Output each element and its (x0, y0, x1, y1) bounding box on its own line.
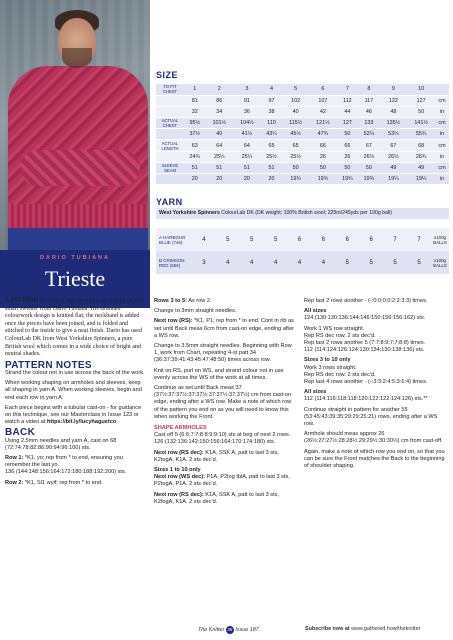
yarn-row (156, 251, 449, 274)
size-row-label: ACTUAL LENGTH (156, 140, 184, 151)
size-cell: 36 (233, 106, 261, 117)
size-cell: 26½ (380, 151, 408, 162)
yarn-cell: 5 (264, 228, 288, 251)
size-cell: 25½ (282, 151, 309, 162)
yarn-cell: 5 (359, 251, 383, 274)
size-row (156, 118, 449, 129)
size-row (156, 84, 449, 95)
yarn-cell: 5 (335, 251, 359, 274)
magazine-footer: The Knitter 38 Issue 187 (198, 627, 259, 633)
size-cell: 25¼ (205, 151, 233, 162)
size-cell: 63 (184, 140, 205, 151)
yarn-cell: 4 (311, 251, 335, 274)
size-cell: 48 (380, 106, 408, 117)
size-cell: 26¾ (407, 151, 435, 162)
size-row-label: TO FIT CHEST (156, 84, 184, 95)
yarn-cell: 4 (288, 251, 312, 274)
yarn-cell: 7 (383, 228, 407, 251)
size-cell: 50 (358, 162, 379, 173)
size-cell: 2 (205, 84, 233, 95)
size-cell: 65 (261, 140, 282, 151)
size-unit: cm (435, 140, 449, 151)
instruction-paragraph: Row 2: *K1, Sl1 wyif; rep from * to end. (5, 479, 103, 486)
yarn-cell: 4 (264, 251, 288, 274)
size-cell: 66 (337, 140, 358, 151)
size-row (156, 95, 449, 106)
size-cell: 117 (358, 95, 379, 106)
column-2 (154, 298, 296, 509)
size-cell: 46 (358, 106, 379, 117)
size-row (156, 106, 449, 117)
size-cell: 50 (337, 162, 358, 173)
yarn-row (156, 228, 449, 251)
note-paragraph: When working shaping on armholes and sleeves, keep all shaping in yarn A. When working sleeves, begin and end each row in yarn A. (5, 380, 142, 401)
yarn-cell: 6 (335, 228, 359, 251)
size-unit: cm (435, 95, 449, 106)
size-cell: 51 (184, 162, 205, 173)
note-paragraph: Strand the colour not in use across the back of the work. (5, 369, 145, 376)
instruction-paragraph: Next row (RS dec): K1A, SSK A, patt to last 3 sts, K2togA, K1A. 2 sts dec'd. (154, 449, 279, 463)
instruction-paragraph: Work 1 WS row straight. Rep RS dec row. 2 sts dec'd. Rep last 2 rows another 5 (7:7:8:9:7:7:8:8) times. 112 (114:124:126:124:130:134:130:138:136) sts. (304, 325, 426, 354)
size-cell: 38 (261, 106, 282, 117)
size-cell: 67 (358, 140, 379, 151)
size-cell: 51 (261, 162, 282, 173)
size-cell: 122 (380, 95, 408, 106)
pattern-notes-heading: PATTERN NOTES (5, 359, 92, 371)
yarn-description: West Yorkshire Spinners ColourLab DK (DK weight; 100% British wool; 225m/245yds per 100g ball) (156, 208, 449, 219)
size-unit: cm (435, 162, 449, 173)
designer-name: DARIO TUBIANA (40, 255, 110, 261)
intro-paragraph: A PATTERN of vertical zigzags makes an impact on this smart sweater from Dario Tubiana. His stranded colourwork design is knitted flat; the neckband is added once the pieces have been joined, and is folded and stitched to the inside to give a neat finish. Dario has used ColourLab DK from West Yorkshire Spinners, a pure British wool which comes in a wide choice of bright and neutral shades. (5, 298, 144, 358)
size-cell: 44 (337, 106, 358, 117)
size-row-label (156, 174, 184, 185)
size-cell: 49 (407, 162, 435, 173)
yarn-cell: 5 (240, 228, 264, 251)
size-cell: 19¾ (337, 174, 358, 185)
size-cell: 66 (309, 140, 337, 151)
size-cell: 1 (184, 84, 205, 95)
yarn-cell: 4 (240, 251, 264, 274)
size-cell: 10 (407, 84, 435, 95)
pattern-title: Trieste (44, 266, 106, 291)
yarn-colour-label: B CRIMSON RED (556) (156, 251, 192, 274)
size-cell: 127 (337, 118, 358, 129)
yarn-cell: 6 (359, 228, 383, 251)
video-link[interactable]: https://bit.ly/lucyhaguetco (46, 419, 117, 426)
size-cell: 42 (309, 106, 337, 117)
size-cell: 41½ (233, 129, 261, 140)
column-1 (5, 298, 147, 490)
instruction-paragraph: Armhole should meas approx 26 (26½:27:27½:28:28½:29:29½:30:30½) cm from cast-off. (304, 431, 443, 445)
instruction-paragraph: Sizes 1 to 10 only Next row (WS dec): P1A, P2tog tblA, patt to last 3 sts, P2togA, P1A. 2 sts dec'd. (154, 467, 290, 488)
instruction-paragraph: Change to 3.5mm straight needles. Beginning with Row 1, work from Chart, repeating 4-st patt 34 (36:37:39:41:43:45:47:48:50) times across row. (154, 343, 292, 364)
size-cell: 101½ (205, 118, 233, 129)
size-unit: cm (435, 118, 449, 129)
size-cell: 26 (309, 151, 337, 162)
size-cell: 51 (233, 162, 261, 173)
instruction-paragraph: Next row (RS dec): K1A, SSK A, patt to last 3 sts, K2togA, K1A. 2 sts dec'd. (154, 491, 279, 505)
instruction-paragraph: Rows 3 to 5: As row 2. (154, 298, 212, 304)
yarn-cell: 4 (192, 228, 216, 251)
size-row (156, 151, 449, 162)
size-cell: 50 (282, 162, 309, 173)
size-cell: 64 (233, 140, 261, 151)
size-cell: 95½ (184, 118, 205, 129)
size-cell: 3 (233, 84, 261, 95)
size-row (156, 140, 449, 151)
yarn-table (156, 228, 449, 274)
yarn-cell: 5 (216, 228, 240, 251)
size-cell: 26 (337, 151, 358, 162)
size-cell: 19¾ (358, 174, 379, 185)
instruction-paragraph: Continue straight in pattern for another 55 (53:45:43:39:35:29:29:25:21) rows, ending after a WS row. (304, 406, 438, 428)
size-cell: 4 (261, 84, 282, 95)
size-cell: 52¼ (358, 129, 379, 140)
size-cell: 53¼ (380, 129, 408, 140)
size-cell: 50 (309, 162, 337, 173)
size-row-label: SLEEVE SEAM (156, 162, 184, 173)
size-cell: 51 (205, 162, 233, 173)
yarn-unit: x100g BALLS (431, 228, 449, 251)
size-cell: 19¾ (309, 174, 337, 185)
size-cell: 64 (205, 140, 233, 151)
size-cell: 20 (184, 174, 205, 185)
model-photo (0, 0, 150, 250)
size-cell: 34 (205, 106, 233, 117)
subscribe-footer: Subscribe now at www.gathered.how/theknitter (305, 626, 421, 632)
instruction-paragraph: Cast off 5 (6:6:7:7:8:8:9:9:10) sts at beg of next 2 rows. 126 (132:136:142:150:156:164:170:174:180) sts. (154, 432, 291, 446)
instruction-paragraph: Rep last 2 rows another - (-:0:0:0:0:2:2:3:3) times. (304, 298, 428, 304)
size-cell: 86 (205, 95, 233, 106)
size-unit: in (435, 151, 449, 162)
size-row (156, 129, 449, 140)
size-row-label (156, 129, 184, 140)
yarn-cell: 4 (216, 251, 240, 274)
yarn-colour-label: A HARBOUR BLUE (746) (156, 228, 192, 251)
instruction-paragraph: Next row (RS): *K1, P1; rep from * to end. Cont in rib as set until Back meas 6cm from cast-on edge, ending after a WS row. (154, 318, 294, 339)
size-cell: 50 (407, 106, 435, 117)
size-cell: 7 (337, 84, 358, 95)
size-cell: 40 (282, 106, 309, 117)
size-cell: 81 (184, 95, 205, 106)
size-row (156, 162, 449, 173)
instruction-paragraph: Sizes 3 to 10 only Work 3 rows straight. Rep RS dec row. 2 sts dec'd. Rep last 4 rows another - (-:3:3:2:4:5:3:6:4) times. (304, 357, 428, 386)
size-cell: 25¼ (233, 151, 261, 162)
size-unit: in (435, 129, 449, 140)
size-cell: 135½ (380, 118, 408, 129)
size-cell: 9 (380, 84, 408, 95)
back-heading: BACK (5, 427, 36, 439)
size-cell: 43¼ (261, 129, 282, 140)
size-cell: 110 (261, 118, 282, 129)
size-cell: 8 (358, 84, 379, 95)
size-cell: 68 (407, 140, 435, 151)
instruction-paragraph: Continue as set until Back meas 37 (37½:37:37½:37:37½:37:37½:37:37½) cm from cast-on edge, ending after a WS row. Make a note of which row of the pattern you end on as you will need to know this when working the Front. (154, 385, 292, 420)
size-heading: SIZE (156, 70, 179, 80)
size-cell: 133 (358, 118, 379, 129)
size-cell: 50 (337, 129, 358, 140)
size-cell: 55¾ (407, 129, 435, 140)
size-cell: 25½ (261, 151, 282, 162)
instruction-paragraph: Using 2.5mm needles and yarn A, cast on 68 (72:74:78:82:86:90:94:96:100) sts. (5, 437, 117, 451)
size-cell: 20 (205, 174, 233, 185)
size-row-label: ACTUAL CHEST (156, 118, 184, 129)
size-cell: 141½ (407, 118, 435, 129)
instruction-paragraph: All sizes 124 (130:130:136:144:146:150:156:156:162) sts. (304, 308, 426, 322)
note-paragraph: Each piece begins with a tubular cast-on - for guidance on this technique, see our Masterclass in Issue 123 or watch a video at https://bit.ly/lucyhaguetco (5, 404, 142, 426)
size-cell: 121½ (309, 118, 337, 129)
size-row-label (156, 95, 184, 106)
instruction-paragraph: Change to 3mm straight needles. (154, 308, 237, 315)
instruction-paragraph: Row 1: *K1, yo; rep from * to end, ensuring you remember the last yo. 136 (144:148:156:164:172:180:188:192:200) sts. (5, 454, 127, 476)
size-row (156, 174, 449, 185)
size-cell: 67 (380, 140, 408, 151)
column-3 (304, 298, 446, 473)
yarn-cell: 6 (311, 228, 335, 251)
yarn-cell: 3 (192, 251, 216, 274)
size-cell: 26½ (358, 151, 379, 162)
size-cell: 104½ (233, 118, 261, 129)
page-number: 38 (227, 627, 233, 632)
size-cell: 107 (309, 95, 337, 106)
instruction-paragraph: Again, make a note of which row you end on, so that you can be sure the Front matches the Back to the beginning of shoulder shaping. (304, 448, 445, 470)
size-unit: in (435, 106, 449, 117)
size-cell: 32 (184, 106, 205, 117)
instruction-paragraph: All sizes 112 (114:116:118:118:120:122:122:124:126) sts.** (304, 389, 428, 403)
size-cell: 20 (261, 174, 282, 185)
yarn-unit: x100g BALLS (431, 251, 449, 274)
size-cell: 40 (205, 129, 233, 140)
size-table (156, 84, 449, 185)
size-cell: 20 (233, 174, 261, 185)
size-unit (435, 84, 449, 95)
size-cell: 102 (282, 95, 309, 106)
size-cell: 115½ (282, 118, 309, 129)
size-cell: 19¼ (380, 174, 408, 185)
size-cell: 19¼ (407, 174, 435, 185)
yarn-cell: 7 (407, 228, 431, 251)
size-unit: in (435, 174, 449, 185)
size-cell: 97 (261, 95, 282, 106)
yarn-cell: 5 (407, 251, 431, 274)
size-row-label (156, 151, 184, 162)
size-cell: 127 (407, 95, 435, 106)
size-cell: 24¾ (184, 151, 205, 162)
size-cell: 49 (380, 162, 408, 173)
size-cell: 5 (282, 84, 309, 95)
size-cell: 91 (233, 95, 261, 106)
yarn-heading: YARN (156, 197, 183, 207)
size-cell: 37½ (184, 129, 205, 140)
size-cell: 6 (309, 84, 337, 95)
size-cell: 45½ (282, 129, 309, 140)
size-cell: 112 (337, 95, 358, 106)
size-cell: 65 (282, 140, 309, 151)
shape-armholes-heading: SHAPE ARMHOLES (154, 425, 207, 432)
size-cell: 19¾ (282, 174, 309, 185)
subscribe-link[interactable]: www.gathered.how/theknitter (351, 626, 421, 632)
yarn-cell: 6 (288, 228, 312, 251)
yarn-cell: 5 (383, 251, 407, 274)
instruction-paragraph: Knit on RS, purl on WS, and strand colour not in use evenly across the WS of the work at all times. (154, 367, 284, 381)
size-row-label (156, 106, 184, 117)
size-cell: 47¾ (309, 129, 337, 140)
